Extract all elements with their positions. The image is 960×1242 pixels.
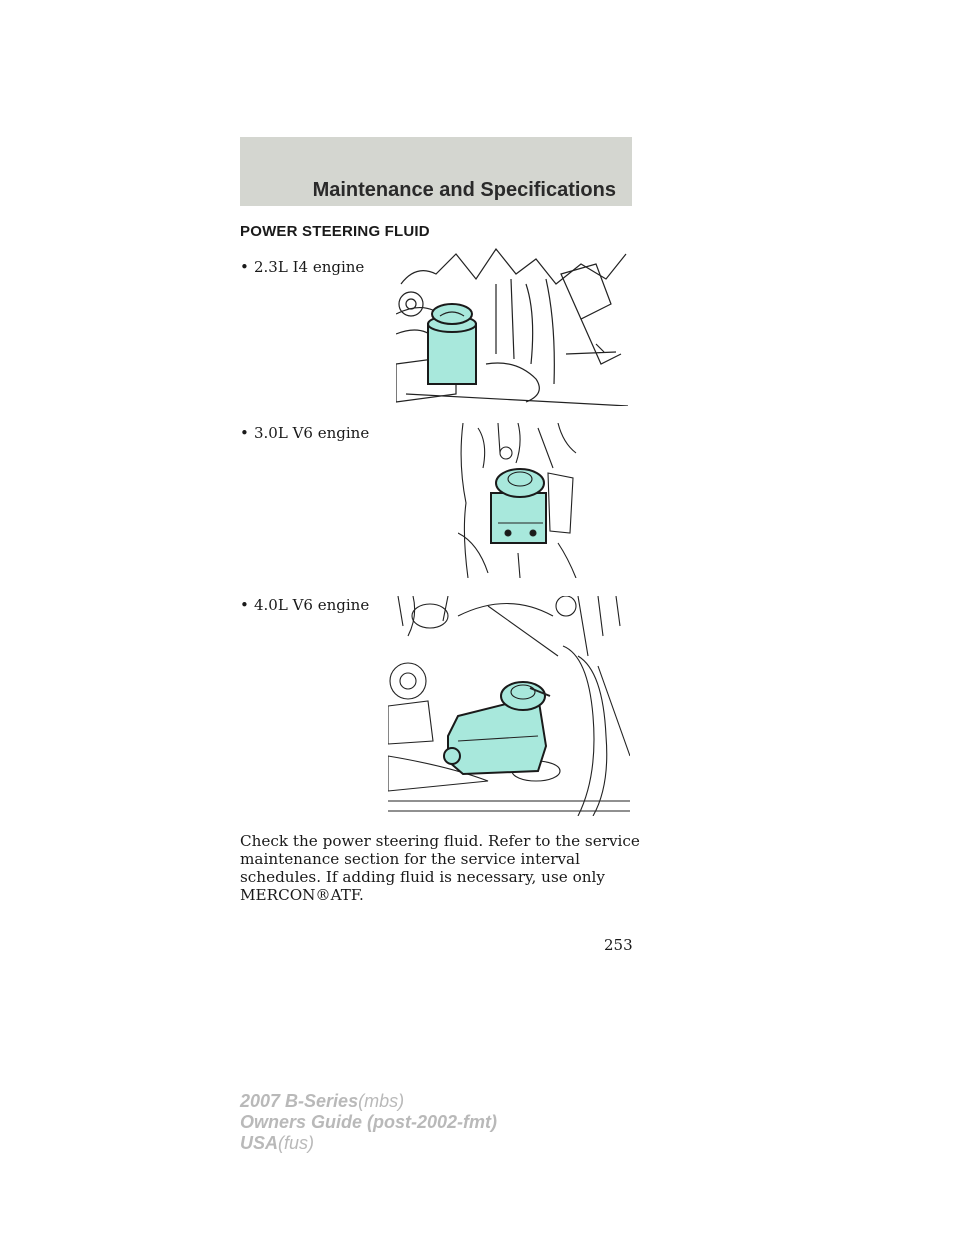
bullet-marker: • [240,258,249,276]
body-paragraph: Check the power steering fluid. Refer to the service maintenance section for the service interval schedules. If adding fluid is necessary, use only MERCON®ATF. [240,832,640,904]
engine-bullet-2-3l [240,258,364,276]
engine-label: 2.3L I4 engine [254,258,365,276]
bullet-marker: • [240,596,249,614]
section-title: POWER STEERING FLUID [240,223,430,240]
engine-4-0l-illustration [388,596,630,816]
page-number: 253 [604,936,633,954]
header-title: Maintenance and Specifications [312,179,616,201]
footer-line-2: Owners Guide (post-2002-fmt) [240,1112,498,1132]
engine-bullet-4-0l [240,596,369,614]
footer-line-1: 2007 B-Series(mbs) [240,1091,405,1111]
header-band [240,137,632,206]
engine-label: 4.0L V6 engine [254,596,370,614]
engine-bullet-3-0l [240,424,369,442]
engine-label: 3.0L V6 engine [254,424,370,442]
engine-3-0l-illustration [458,423,578,578]
engine-2-3l-illustration [396,244,628,406]
footer-line-3: USA(fus) [240,1133,315,1153]
footer [240,1091,497,1154]
bullet-marker: • [240,424,249,442]
